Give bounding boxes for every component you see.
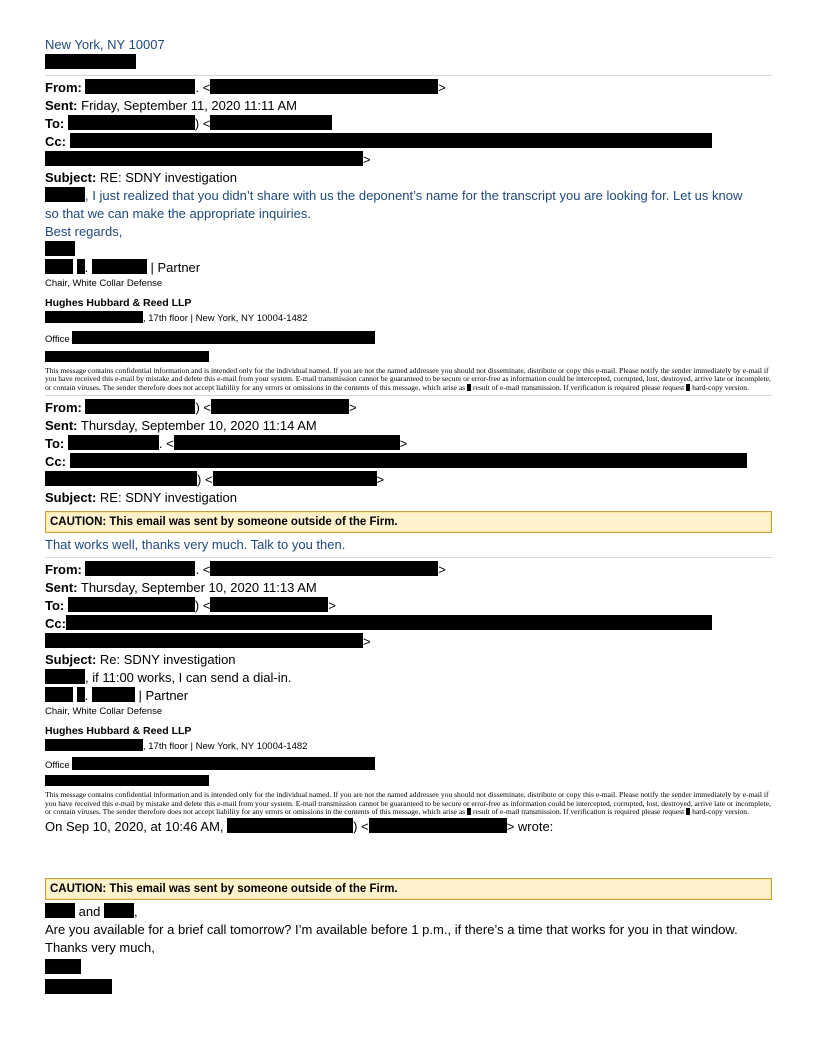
redaction bbox=[92, 259, 147, 274]
redaction bbox=[45, 633, 363, 648]
divider bbox=[45, 75, 772, 76]
text-field: > bbox=[363, 634, 371, 650]
signature-address bbox=[45, 311, 772, 325]
signature-address bbox=[45, 739, 772, 753]
redaction bbox=[45, 775, 209, 786]
text-field: > wrote: bbox=[506, 819, 554, 835]
text-field: Sent: bbox=[45, 580, 78, 596]
signature-dept: Chair, White Collar Defense bbox=[45, 706, 163, 718]
redaction bbox=[369, 818, 507, 833]
text-field: This message contains confidential information and is intended only for the individual named. If you are not the named addressee you should not disseminate, distribute or copy this e-mail. Please notify the sender immediately by e-mail if you have received this e-mail by mistake and delete this e-mail from your system. E-mail transmission cannot be guaranteed to be secure or error-free as information could be intercepted, corrupted, lost, destroyed, arrive late or incomplete, or contain viruses. The sender therefore does not accept liability for any errors or omissions in the contents of this message, which arise as bbox=[45, 366, 771, 392]
redaction bbox=[45, 241, 75, 256]
email3-sent bbox=[45, 579, 772, 597]
text-field: Cc: bbox=[45, 616, 66, 632]
signature-name: . | Partner bbox=[45, 259, 772, 277]
signature-name: . | Partner bbox=[45, 687, 772, 705]
text-field: To: bbox=[45, 436, 65, 452]
text-field: Sent: bbox=[45, 98, 78, 113]
redaction bbox=[72, 757, 375, 770]
email1-cc bbox=[45, 133, 772, 151]
text-field: ) < bbox=[194, 598, 211, 614]
redaction bbox=[45, 259, 73, 274]
text-field: > bbox=[438, 562, 446, 578]
text-field: From: bbox=[45, 400, 82, 416]
text-field: < bbox=[202, 562, 211, 578]
text-field: To: bbox=[45, 116, 65, 131]
text-field: This message contains confidential information and is intended only for the individual named. If you are not the named addressee you should not disseminate, distribute or copy this e-mail. Please notify the sender immediately by e-mail if you have received this e-mail by mistake and delete this e-mail from your system. E-mail transmission cannot be guaranteed to be secure or error-free as information could be intercepted, corrupted, lost, destroyed, arrive late or incomplete, or contain viruses. The sender therefore does not accept liability for any errors or omissions in the contents of this message, which arise as bbox=[45, 790, 771, 817]
redaction bbox=[45, 54, 136, 69]
text-field: > bbox=[349, 400, 357, 416]
redaction bbox=[77, 687, 85, 702]
text-field: > bbox=[328, 598, 337, 614]
text-field: ) < bbox=[195, 400, 212, 416]
text-field: Sent: bbox=[45, 418, 78, 434]
email1-sent bbox=[45, 97, 772, 115]
text-field: RE: SDNY investigation bbox=[99, 170, 237, 185]
email2-sent bbox=[45, 417, 772, 435]
text-field: > bbox=[376, 472, 385, 488]
divider bbox=[45, 395, 772, 396]
email1-to bbox=[45, 115, 772, 133]
redaction bbox=[45, 979, 112, 994]
redaction bbox=[45, 351, 209, 362]
text-segment bbox=[45, 836, 772, 874]
text-field: ) < bbox=[353, 819, 369, 835]
email1-closing: Best regards, bbox=[45, 224, 123, 239]
redaction bbox=[45, 151, 363, 166]
text-field: , 17th floor | New York, NY 10004-1482 bbox=[143, 313, 308, 324]
text-field: > bbox=[399, 436, 408, 452]
redaction bbox=[92, 687, 135, 702]
redaction bbox=[213, 471, 377, 486]
redaction-row bbox=[45, 241, 772, 259]
redaction bbox=[70, 453, 747, 468]
text-field: , 17th floor | New York, NY 10004-1482 bbox=[143, 741, 308, 753]
redaction-row bbox=[45, 775, 772, 789]
email2-cc-cont bbox=[45, 471, 772, 489]
email2-to: To: . < > bbox=[45, 436, 408, 452]
email1-cc-cont bbox=[45, 151, 772, 169]
text-field: To: bbox=[45, 598, 65, 614]
redaction bbox=[227, 818, 353, 833]
email1-body-1 bbox=[45, 187, 772, 205]
email3-from: From: . < > bbox=[45, 562, 446, 578]
email2-from bbox=[45, 399, 772, 417]
text-field: Re: SDNY investigation bbox=[99, 652, 236, 668]
text-field: Subject: bbox=[45, 652, 97, 668]
redaction bbox=[85, 399, 195, 414]
redaction bbox=[68, 115, 195, 130]
email4-body: Are you available for a brief call tomorrow? I’m available before 1 p.m., if there’s a time that works for you in that window. bbox=[45, 922, 738, 938]
redaction bbox=[72, 331, 375, 344]
disclaimer bbox=[45, 791, 772, 816]
text-field: < bbox=[202, 80, 211, 95]
signature-office bbox=[45, 757, 772, 771]
text-field: Subject: bbox=[45, 170, 97, 185]
email1-subject bbox=[45, 169, 772, 187]
redaction bbox=[45, 187, 85, 202]
caution-banner bbox=[45, 878, 772, 900]
redaction bbox=[68, 597, 195, 612]
text-field: Cc: bbox=[45, 454, 66, 470]
text-field: Thursday, September 10, 2020 11:13 AM bbox=[80, 580, 317, 596]
redaction bbox=[45, 687, 73, 702]
email3-to bbox=[45, 597, 772, 615]
signature-dept: Chair, White Collar Defense bbox=[45, 278, 163, 289]
redaction-row bbox=[45, 351, 772, 365]
text-field: , I just realized that you didn’t share with us the deponent’s name for the transcript you are looking for. Let us know bbox=[85, 188, 743, 203]
text-field: , bbox=[133, 904, 138, 920]
redaction bbox=[467, 384, 471, 391]
email3-body bbox=[45, 669, 772, 687]
text-field: Friday, September 11, 2020 11:11 AM bbox=[81, 98, 297, 113]
email4-greeting bbox=[45, 903, 772, 921]
email-document bbox=[45, 36, 772, 997]
text-field: Subject: bbox=[45, 490, 97, 506]
text-field: Cc: bbox=[45, 134, 66, 149]
text-field: CAUTION: This email was sent by someone outside of the Firm. bbox=[47, 880, 770, 898]
redaction bbox=[85, 79, 195, 94]
redaction bbox=[210, 597, 328, 612]
text-field: | Partner bbox=[138, 688, 189, 704]
redaction bbox=[77, 259, 85, 274]
redaction bbox=[686, 384, 690, 391]
text-field: On Sep 10, 2020, at 10:46 AM, bbox=[45, 819, 224, 835]
text-field: > bbox=[363, 152, 371, 167]
email2-cc bbox=[45, 453, 772, 471]
email3-subject bbox=[45, 651, 772, 669]
redaction-row bbox=[45, 979, 772, 997]
email2-body: That works well, thanks very much. Talk to you then. bbox=[45, 537, 346, 553]
text-field: Office bbox=[45, 334, 70, 345]
redaction bbox=[211, 399, 349, 414]
email3-cc-cont bbox=[45, 633, 772, 651]
redaction bbox=[45, 669, 85, 684]
text-field: Thursday, September 10, 2020 11:14 AM bbox=[80, 418, 317, 434]
email4-intro bbox=[45, 818, 772, 836]
email2-subject bbox=[45, 489, 772, 507]
redaction bbox=[210, 561, 438, 576]
text-field: | Partner bbox=[150, 260, 201, 275]
text-field: hard-copy version. bbox=[692, 382, 749, 392]
caution-banner bbox=[45, 511, 772, 533]
redaction bbox=[68, 435, 159, 450]
signature-firm: Hughes Hubbard & Reed LLP bbox=[45, 725, 192, 738]
redaction-row bbox=[45, 54, 772, 72]
signature-firm: Hughes Hubbard & Reed LLP bbox=[45, 297, 192, 309]
redaction-row bbox=[45, 959, 772, 977]
text-field: result of e-mail transmission. If verification is required please request bbox=[472, 807, 685, 817]
redaction bbox=[210, 115, 332, 130]
redaction bbox=[174, 435, 400, 450]
text-field: ) < bbox=[194, 116, 211, 131]
redaction bbox=[686, 808, 690, 815]
email1-body-2: so that we can make the appropriate inquiries. bbox=[45, 206, 311, 221]
text-field: > bbox=[438, 80, 446, 95]
redaction bbox=[85, 561, 195, 576]
redaction bbox=[45, 311, 143, 323]
top-address: New York, NY 10007 bbox=[45, 37, 165, 52]
redaction bbox=[66, 615, 712, 630]
redaction bbox=[45, 739, 143, 751]
redaction bbox=[45, 471, 197, 486]
email4-closing: Thanks very much, bbox=[45, 940, 155, 956]
text-field: From: bbox=[45, 562, 82, 578]
redaction bbox=[70, 133, 712, 148]
signature-office bbox=[45, 331, 772, 345]
text-field: CAUTION: This email was sent by someone outside of the Firm. bbox=[47, 513, 770, 531]
text-field: < bbox=[166, 436, 174, 452]
divider bbox=[45, 557, 772, 558]
text-field: From: bbox=[45, 80, 82, 95]
redaction bbox=[210, 79, 438, 94]
redaction bbox=[467, 808, 471, 815]
text-field: hard-copy version. bbox=[692, 807, 749, 817]
text-field: result of e-mail transmission. If verification is required please request bbox=[472, 382, 685, 392]
text-field: and bbox=[78, 904, 101, 920]
email1-from: From: . < > bbox=[45, 80, 446, 95]
email3-cc bbox=[45, 615, 772, 633]
disclaimer bbox=[45, 367, 772, 392]
redaction bbox=[45, 903, 75, 918]
redaction bbox=[45, 959, 81, 974]
redaction bbox=[104, 903, 134, 918]
text-field: Office bbox=[45, 760, 70, 772]
text-field: RE: SDNY investigation bbox=[99, 490, 237, 506]
text-field: , if 11:00 works, I can send a dial-in. bbox=[85, 670, 292, 686]
text-field: ) < bbox=[197, 472, 213, 488]
